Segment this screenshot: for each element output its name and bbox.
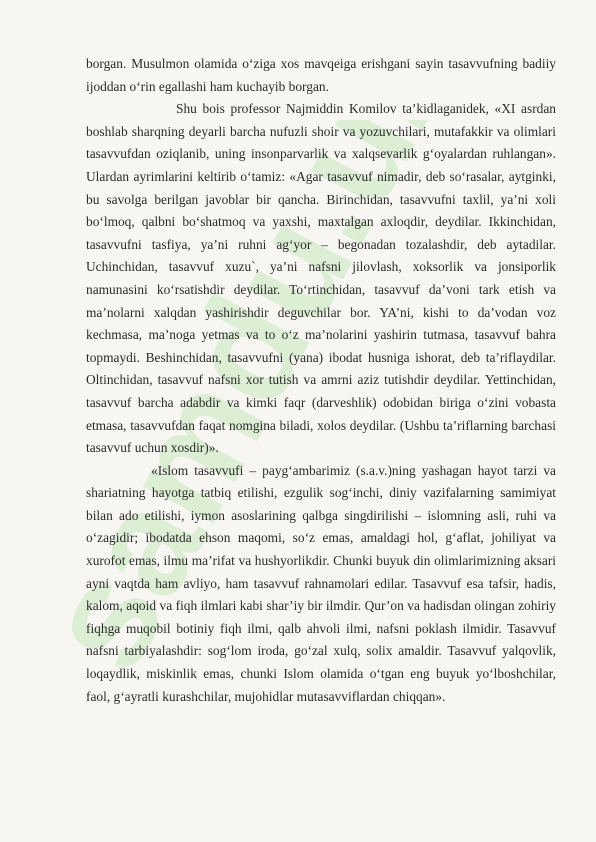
paragraph-islom-tasavvufi: «Islom tasavvufi – payg‘ambarimiz (s.a.v.)ning yashagan hayot tarzi va shariatning hayotga tatbiq etilishi, ezgulik sog‘inchi, diniy vazifalarning samimiyat bilan ado etilishi, iymon asoslarining qalbga singdirilishi – islomning asli, ruhi va o‘zagidir; ibodatda ehson maqomi, so‘z emas, amaldagi hol, g‘aflat, johiliyat va xurofot emas, ilmu ma’rifat va hushyorlikdir. Chunki buyuk din olimlarimizning aksari ayni vaqtda ham avliyo, ham tasavvuf rahnamolari edilar. Tasavvuf esa tafsir, hadis, kalom, aqoid va fiqh ilmlari kabi shar’iy bir ilmdir. Qur’on va hadisdan olingan zohiriy fiqhga muqobil botiniy fiqh ilmi, qalb ahvoli ilmi, nafsni poklash ilmidir. Tasavvuf nafsni tarbiyalashdir: sog‘lom iroda, go‘zal xulq, solix amaldir. Tasavvuf yalqovlik, loqaydlik, miskinlik emas, chunki Islom olamida o‘tgan eng buyuk yo‘lboshchilar, faol, g‘ayratli kurashchilar, mujohidlar mutasavviflardan chiqqan».: [86, 462, 556, 704]
paragraph-continuation: borgan. Musulmon olamida o‘ziga xos mavqeiga erishgani sayin tasavvufning badiiy ijoddan o‘rin egallashi ham kuchayib borgan.: [86, 56, 556, 94]
watermark-text: samdu.uz: [60, 120, 484, 696]
document-body: [86, 53, 556, 708]
paragraph-quote-komilov: Shu bois professor Najmiddin Komilov ta’kidlaganidek, «XI asrdan boshlab sharqning deyarli barcha nufuzli shoir va yozuvchilari, mutafakkir va olimlari tasavvufdan oziqlanib, uning insonparvarlik va xalqsevarlik g‘oyalardan ruhlangan». Ulardan ayrimlarini keltirib o‘tamiz: «Agar tasavvuf nimadir, deb so‘rasalar, aytginki, bu savolga berilgan javoblar bir qancha. Birinchidan, tasavvufni taxlil, ya’ni xoli bo‘lmoq, qalbni bo‘shatmoq va yaxshi, maxtalgan axloqdir, deydilar. Ikkinchidan, tasavvufni tasfiya, ya’ni ruhni ag‘yor – begonadan tozalashdir, deb aytadilar. Uchinchidan, tasavvuf xuzu`, ya’ni nafsni jilovlash, xoksorlik va jonsiporlik namunasini ko‘rsatishdir deydilar. To‘rtinchidan, tasavvuf da’voni tark etish va ma’nolarni xalqdan yashirishdir deguvchilar bor. YA’ni, kishi to da’vodan voz kechmasa, ma’noga yetmas va to o‘z ma’nolarini yashirin tutmasa, tasavvuf bahra topmaydi. Beshinchidan, tasavvufni (yana) ibodat husniga ishorat, deb ta’riflaydilar. Oltinchidan, tasavvuf nafsni xor tutish va amrni aziz tutishdir deydilar. Yettinchidan, tasavvuf barcha adabdir va kimki faqr (darveshlik) odobidan biriga o‘zini vobasta etmasa, tasavvufdan faqat nomgina biladi, xolos deydilar. (Ushbu ta’riflarning barchasi tasavvuf uchun xosdir)».: [86, 101, 556, 456]
